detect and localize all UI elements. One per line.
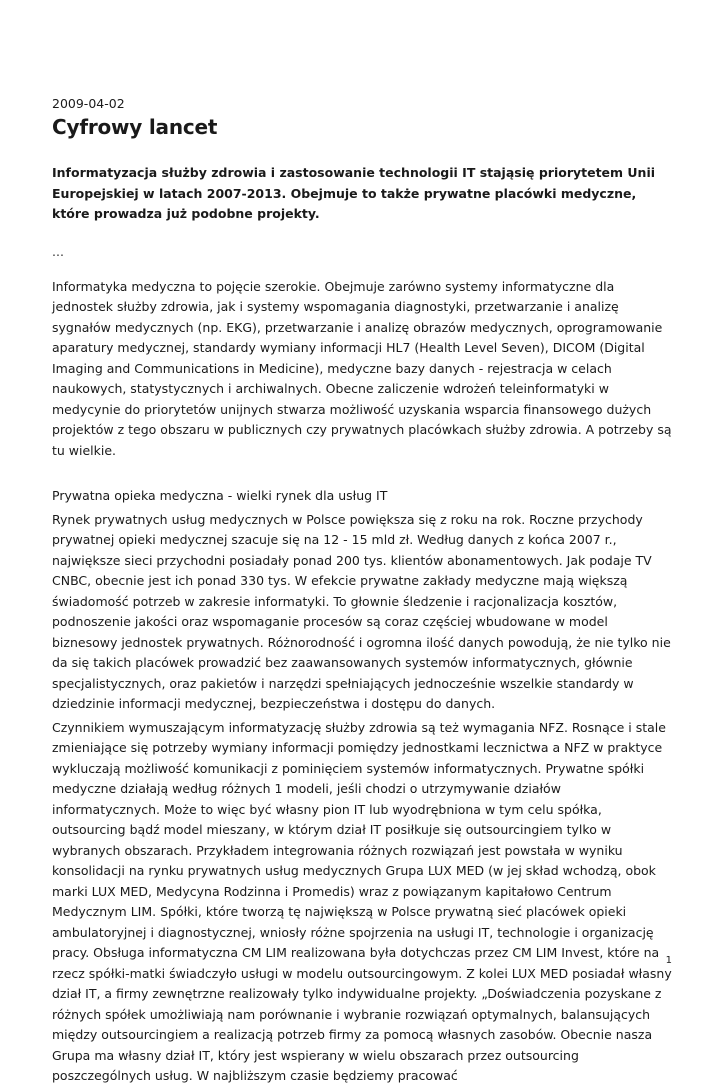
ellipsis-marker: ... xyxy=(52,243,64,259)
article-date: 2009-04-02 xyxy=(52,96,125,111)
section-subheading: Prywatna opieka medyczna - wielki rynek dla usług IT xyxy=(52,488,388,503)
paragraph-nfz-requirements: Czynnikiem wymuszającym informatyzację służby zdrowia są też wymagania NFZ. Rosnące i stale zmieniające się potrzeby wymiany informacji pomiędzy jednostkami lecznictwa a NFZ w praktyce wykluczają możliwość komunikacji z pominięciem systemów informatycznych. Prywatne spółki medyczne działają według różnych 1 modeli, jeśli chodzi o utrzymywanie działów informatycznych. Może to więc być własny pion IT lub wyodrębniona w tym celu spółka, outsourcing bądź model mieszany, w którym dział IT posiłkuje się outsourcingiem tylko w wybranych obszarach. Przykładem integrowania różnych rozwiązań jest powstała w wyniku konsolidacji na rynku prywatnych usług medycznych Grupa LUX MED (w jej skład wchodzą, obok marki LUX MED, Medycyna Rodzinna i Promedis) wraz z powiązanym kapitałowo Centrum Medycznym LIM. Spółki, które tworzą tę największą w Polsce prywatną sieć placówek opieki ambulatoryjnej i diagnostycznej, wniosły różne spojrzenia na usługi IT, technologie i organizację pracy. Obsługa informatyczna CM LIM realizowana była dotychczas przez CM LIM Invest, które na rzecz spółki-matki świadczyło usługi w modelu outsourcingowym. Z kolei LUX MED posiadał własny dział IT, a firmy zewnętrzne realizowały tylko indywidualne projekty. „Doświadczenia pozyskane z różnych spółek umożliwiają nam porównanie i wybranie rozwiązań optymalnych, balansujących między outsourcingiem a realizacją potrzeb firmy za pomocą własnych zasobów. Obecnie nasza Grupa ma własny dział IT, który jest wspierany w wielu obszarach przez outsourcing poszczególnych usług. W najbliższym czasie będziemy pracować xyxy=(52,719,672,1083)
article-lead: Informatyzacja służby zdrowia i zastosowanie technologii IT stająsię priorytetem Unii Europejskiej w latach 2007-2013. Obejmuje to także prywatne placówki medyczne, które prowadza już podobne projekty. xyxy=(52,165,656,221)
document-page xyxy=(52,96,672,1087)
article-title: Cyfrowy lancet xyxy=(52,115,218,139)
paragraph-medical-informatics: Informatyka medyczna to pojęcie szerokie. Obejmuje zarówno systemy informatyczne dla jednostek służby zdrowia, jak i systemy wspomagania diagnostyki, przetwarzanie i analizę sygnałów medycznych (np. EKG), przetwarzanie i analizę obrazów medycznych, oprogramowanie aparatury medycznej, standardy wymiany informacji HL7 (Health Level Seven), DICOM (Digital Imaging and Communications in Medicine), medyczne bazy danych - rejestracja w celach naukowych, statystycznych i archiwalnych. Obecne zaliczenie wdrożeń teleinformatyki w medycynie do priorytetów unijnych stwarza możliwość uzyskania wsparcia finansowego dużych projektów z tego obszaru w publicznych czy prywatnych placówkach służby zdrowia. A potrzeby są tu wielkie. xyxy=(52,278,672,458)
paragraph-private-market: Rynek prywatnych usług medycznych w Polsce powiększa się z roku na rok. Roczne przychody prywatnej opieki medycznej szacuje się na 12 - 15 mld zł. Według danych z końca 2007 r., największe sieci przychodni posiadały ponad 200 tys. klientów abonamentowych. Jak podaje TV CNBC, obecnie jest ich ponad 330 tys. W efekcie prywatne zakłady medyczne mają większą świadomość potrzeb w zakresie informatyki. To głownie śledzenie i racjonalizacja kosztów, podnoszenie jakości oraz wspomaganie procesów są coraz częściej wbudowane w model biznesowy jednostek prywatnych. Różnorodność i ogromna ilość danych powodują, że nie tylko nie da się takich placówek prowadzić bez zaawansowanych systemów informatycznych, głównie specjalistycznych, oraz pakietów i narzędzi spełniających jednocześnie wszelkie standardy w dziedzinie informacji medycznej, bezpieczeństwa i dostępu do danych. xyxy=(52,511,671,711)
page-number: 1 xyxy=(665,955,672,966)
